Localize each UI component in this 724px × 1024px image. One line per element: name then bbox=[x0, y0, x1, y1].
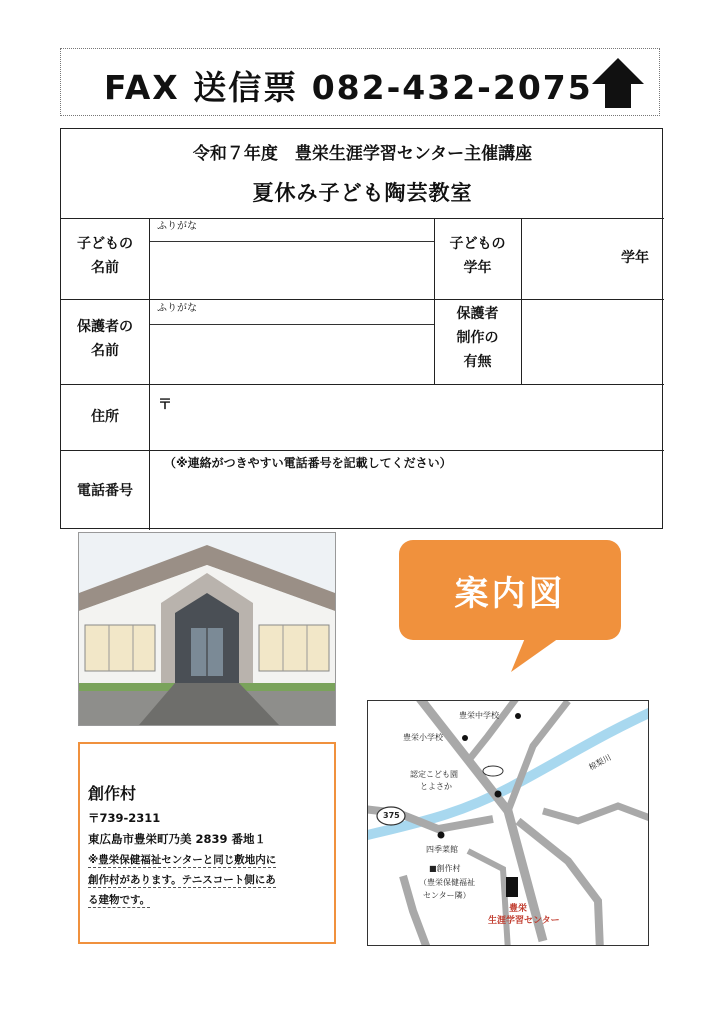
application-form bbox=[60, 128, 663, 529]
postal-mark: 〒 bbox=[158, 397, 172, 413]
map-label-sosakumura: ■創作村 bbox=[429, 864, 461, 873]
course-line: 令和７年度 豊栄生涯学習センター主催講座 bbox=[192, 144, 533, 164]
map-label-center-1: 豊栄 bbox=[509, 904, 528, 914]
class-title: 夏休み子ども陶芸教室 bbox=[252, 181, 473, 205]
venue-note-3: る建物です。 bbox=[88, 894, 151, 906]
child-furigana-input[interactable] bbox=[153, 221, 431, 239]
map-label-sosakumura-note-1: （豊栄保健福祉 bbox=[419, 878, 475, 887]
map-label-elementary: 豊栄小学校 bbox=[403, 733, 443, 742]
child-grade-label: 子どもの 学年 bbox=[449, 236, 506, 276]
guardian-make-input[interactable] bbox=[525, 303, 661, 382]
phone-note: （※連絡がつきやすい電話番号を記載してください） bbox=[164, 456, 452, 470]
guardian-make-label: 保護者 制作の 有無 bbox=[456, 306, 499, 370]
map-label-sosakumura-note-2: センター隣） bbox=[423, 891, 471, 900]
map-label-nursery-1: 認定こども園 bbox=[410, 770, 458, 779]
map-title: 案内図 bbox=[454, 574, 566, 614]
up-arrow-icon bbox=[590, 56, 646, 112]
map-label-shikisaikan: 四季菜館 bbox=[426, 845, 458, 854]
address-input[interactable] bbox=[153, 387, 661, 447]
map-label-center-2: 生涯学習センター bbox=[488, 916, 560, 926]
child-furigana-label: ふりがな bbox=[157, 221, 197, 232]
venue-postal: 〒739-2311 bbox=[88, 811, 161, 825]
venue-name: 創作村 bbox=[88, 784, 137, 803]
phone-input[interactable] bbox=[153, 475, 661, 527]
address-label: 住所 bbox=[91, 409, 119, 425]
access-map bbox=[367, 700, 649, 946]
phone-label: 電話番号 bbox=[77, 483, 133, 499]
map-label-nursery-2: とよさか bbox=[420, 782, 452, 791]
guardian-name-input[interactable] bbox=[153, 327, 431, 382]
grade-unit: 学年 bbox=[621, 250, 649, 266]
guardian-furigana-input[interactable] bbox=[153, 303, 431, 321]
venue-note-1: ※豊栄保健福祉センターと同じ敷地内に bbox=[88, 854, 277, 866]
map-label-junior-high: 豊栄中学校 bbox=[459, 711, 499, 720]
guardian-name-label: 保護者の 名前 bbox=[77, 319, 133, 359]
map-label-river: 椋梨川 bbox=[587, 752, 613, 773]
building-photo bbox=[78, 532, 336, 726]
venue-note-2: 創作村があります。テニスコート側にあ bbox=[88, 874, 276, 886]
child-name-input[interactable] bbox=[153, 243, 431, 297]
venue-address: 東広島市豊栄町乃美 2839 番地１ bbox=[88, 832, 267, 846]
guardian-furigana-label: ふりがな bbox=[157, 303, 197, 314]
fax-title: FAX 送信票 082-432-2075 bbox=[104, 68, 593, 107]
child-name-label: 子どもの 名前 bbox=[77, 236, 133, 276]
map-label-route: 375 bbox=[383, 811, 400, 820]
